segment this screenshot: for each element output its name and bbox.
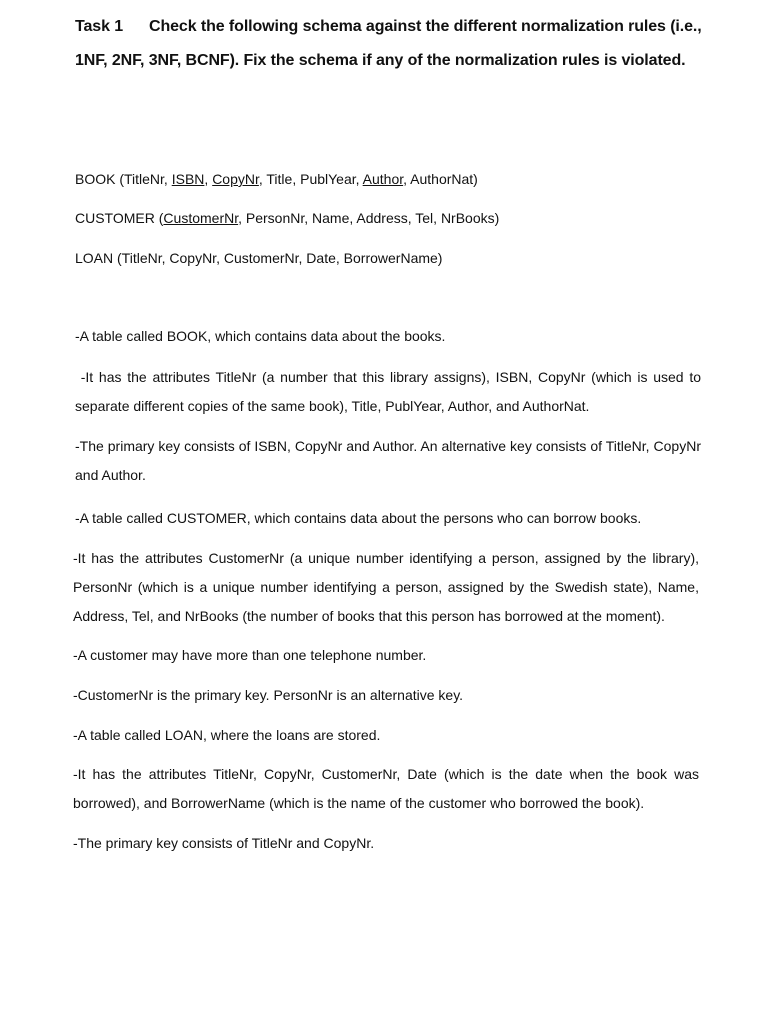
paragraph-customer-attributes: -It has the attributes CustomerNr (a unique number identifying a person, assigned by the library), PersonNr (which is a unique number identifying a person, assigned by the Swedish state), Name, Address, Tel, and NrBooks (the number of books that this person has borrowed at the moment). — [73, 550, 699, 624]
customer-prefix: CUSTOMER ( — [75, 210, 164, 226]
paragraph-loan-keys: -The primary key consists of TitleNr and CopyNr. — [73, 835, 375, 851]
book-sep: , — [204, 171, 213, 187]
paragraph-book-attributes: -It has the attributes TitleNr (a number that this library assigns), ISBN, CopyNr (which is used to separate different copies of the same book), Title, PublYear, Author, and AuthorNat. — [75, 369, 705, 414]
book-key-copynr: CopyNr — [212, 171, 259, 187]
book-prefix: BOOK (TitleNr, — [75, 171, 172, 187]
task-heading — [75, 10, 715, 77]
paragraph-customer-keys: -CustomerNr is the primary key. PersonNr is an alternative key. — [73, 687, 464, 703]
book-mid: , Title, PublYear, — [258, 171, 363, 187]
task-label: Task 1 — [75, 18, 124, 35]
schema-book — [75, 169, 478, 189]
book-suffix: , AuthorNat) — [403, 171, 478, 187]
loan-text: LOAN (TitleNr, CopyNr, CustomerNr, Date, BorrowerName) — [75, 250, 443, 266]
paragraph-book-keys: -The primary key consists of ISBN, CopyNr and Author. An alternative key consists of TitleNr, CopyNr and Author. — [75, 438, 701, 483]
paragraph-loan-intro: -A table called LOAN, where the loans are stored. — [73, 727, 381, 743]
paragraph-customer-phone: -A customer may have more than one telephone number. — [73, 647, 427, 663]
book-key-isbn: ISBN — [171, 171, 205, 187]
customer-suffix: , PersonNr, Name, Address, Tel, NrBooks) — [238, 210, 500, 226]
paragraph-customer-intro: -A table called CUSTOMER, which contains data about the persons who can borrow books. — [75, 510, 642, 526]
schema-customer — [75, 208, 499, 228]
schema-loan — [75, 248, 442, 268]
customer-key: CustomerNr — [163, 210, 239, 226]
task-heading-text: Check the following schema against the different normalization rules (i.e., 1NF, 2NF, 3NF, BCNF). Fix the schema if any of the normalization rules is violated. — [75, 18, 702, 69]
paragraph-book-intro: -A table called BOOK, which contains data about the books. — [75, 328, 446, 344]
paragraph-loan-attributes: -It has the attributes TitleNr, CopyNr, CustomerNr, Date (which is the date when the book was borrowed), and BorrowerName (which is the name of the customer who borrowed the book). — [73, 766, 699, 811]
book-key-author: Author — [362, 171, 404, 187]
